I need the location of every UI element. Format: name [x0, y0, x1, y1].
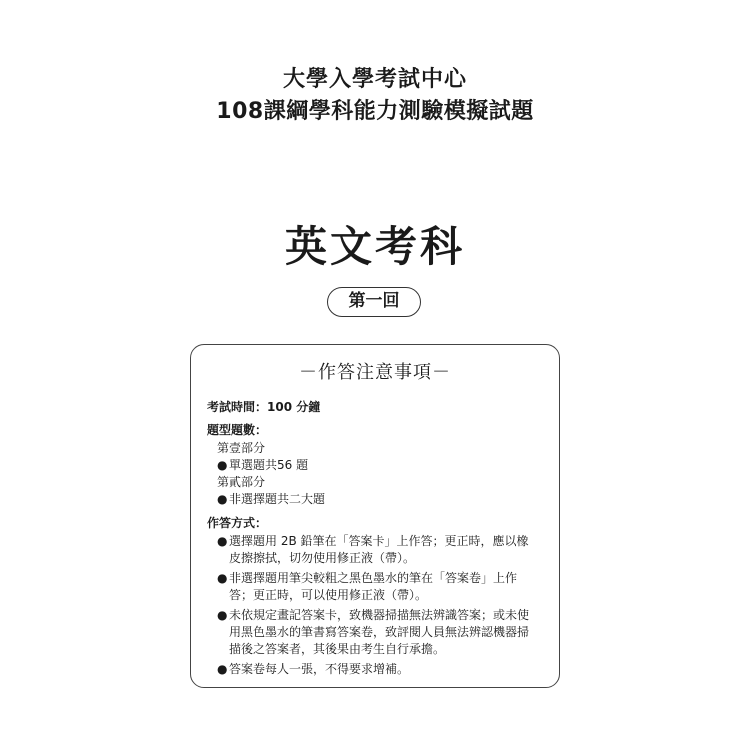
part-1-label: 第壹部分	[217, 441, 266, 455]
part-2-item: 非選擇題共二大題	[229, 492, 326, 506]
rule-1-line-2: 皮擦擦拭，切勿使用修正液（帶）。	[229, 551, 416, 565]
part-2-label: 第貳部分	[217, 475, 266, 489]
subject-title: 英文考科	[284, 222, 465, 271]
exam-time-value: 100 分鐘	[267, 400, 321, 414]
rule-3-line-3: 描後之答案者，其後果由考生自行承擔。	[229, 642, 446, 656]
bullet-icon: ●	[217, 571, 228, 585]
part-1-item: 單選題共56 題	[229, 458, 309, 472]
bullet-icon: ●	[217, 458, 228, 472]
exam-title: 108課綱學科能力測驗模擬試題	[216, 99, 534, 124]
rule-1-line-1: 選擇題用 2B 鉛筆在「答案卡」上作答；更正時，應以橡	[229, 534, 529, 548]
bullet-icon: ●	[217, 608, 228, 622]
notice-box	[190, 344, 560, 688]
rule-3-line-1: 未依規定畫記答案卡，致機器掃描無法辨識答案；或未使	[229, 608, 530, 622]
bullet-icon: ●	[217, 662, 228, 676]
rule-2-line-2: 答；更正時，可以使用修正液（帶）。	[229, 588, 428, 602]
bullet-icon: ●	[217, 534, 228, 548]
notice-title: －作答注意事項－	[299, 362, 451, 383]
exam-time-line	[207, 399, 320, 415]
answer-method-label: 作答方式：	[207, 516, 268, 530]
exam-time-label: 考試時間：	[207, 400, 268, 414]
rule-2-line-1: 非選擇題用筆尖較粗之黑色墨水的筆在「答案卷」上作	[229, 571, 518, 585]
rule-4-line-1: 答案卷每人一張，不得要求增補。	[229, 662, 410, 676]
question-types-label: 題型題數：	[207, 423, 268, 437]
organization-name: 大學入學考試中心	[282, 67, 467, 92]
bullet-icon: ●	[217, 492, 228, 506]
round-badge: 第一回	[327, 287, 421, 317]
rule-3-line-2: 用黑色墨水的筆書寫答案卷，致評閱人員無法辨認機器掃	[229, 625, 530, 639]
